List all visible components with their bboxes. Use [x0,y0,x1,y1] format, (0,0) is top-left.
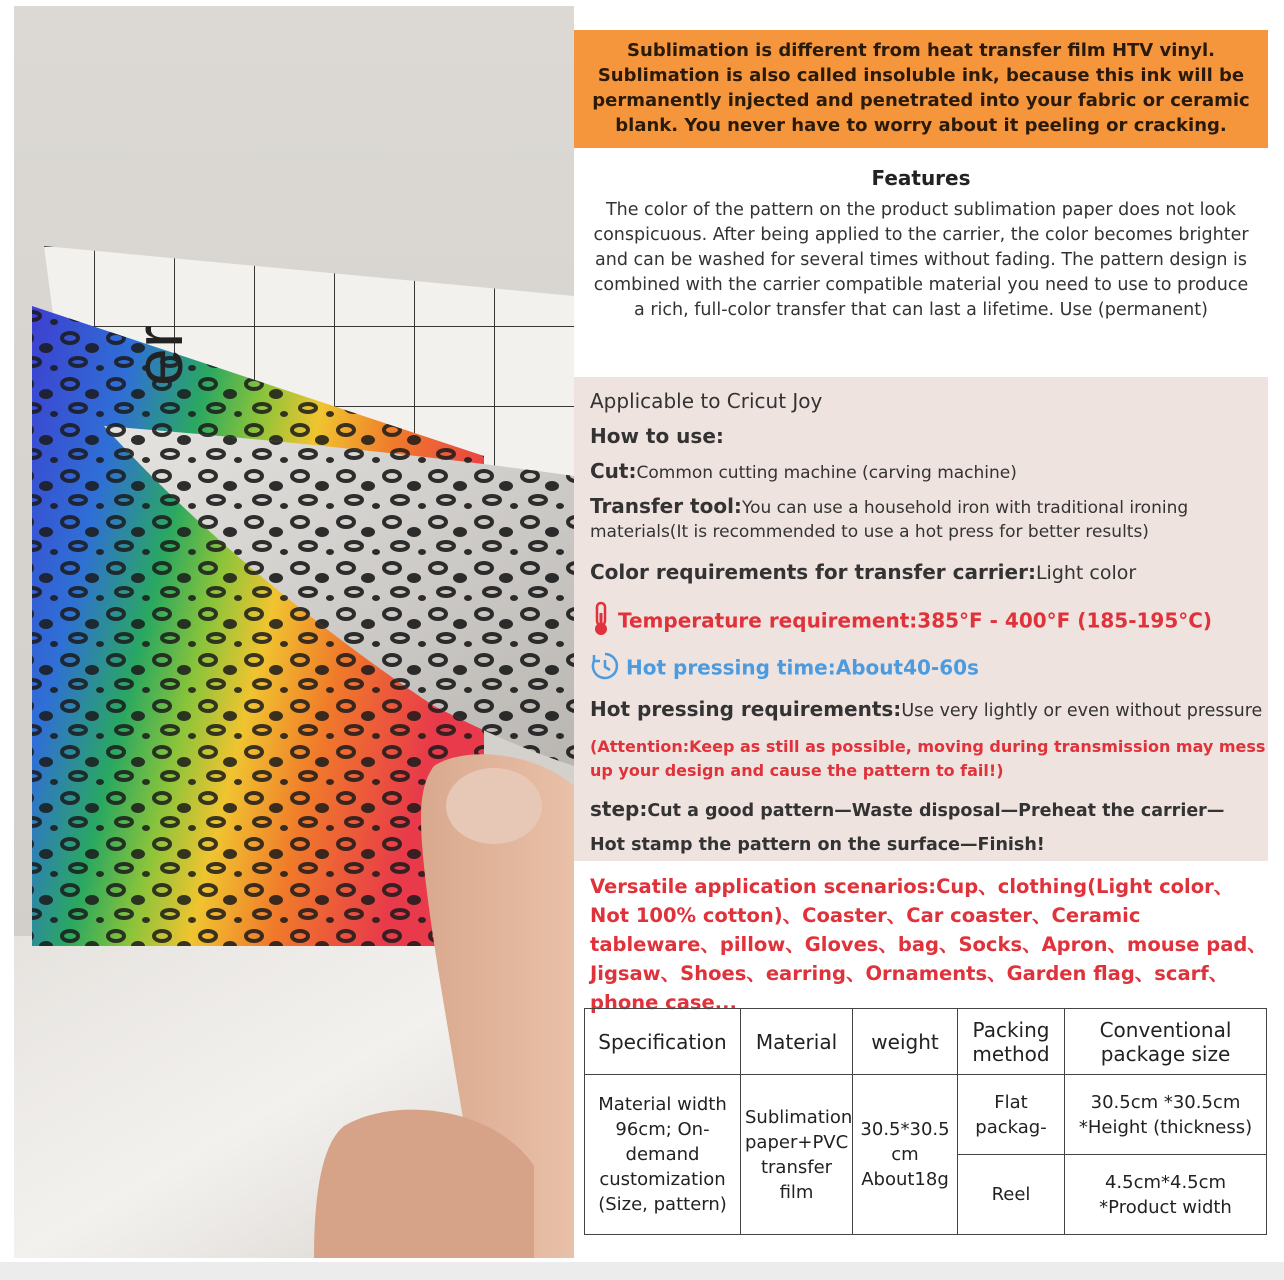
how-to-text: How to use: [590,424,724,448]
tool-value-2: materials(It is recommended to use a hot press for better results) [590,522,1149,542]
step-label: step: [590,797,648,821]
time-label: Hot pressing time: [626,655,836,680]
header-material: Material [741,1009,853,1075]
backing-paper-label: er [121,325,197,386]
features-section [574,150,1268,375]
attention-text-2: up your design and cause the pattern to fail!) [590,761,1004,780]
thermometer-icon [590,601,612,643]
cut-label: Cut: [590,459,637,483]
cell-size-flat: 30.5cm *30.5cm *Height (thickness) [1065,1075,1267,1155]
attention-text-1: (Attention:Keep as still as possible, moving during transmission may mess [590,737,1266,756]
cut-line [590,459,1260,485]
table-row [585,1075,1267,1155]
sublimation-banner [574,30,1268,148]
clock-icon [590,651,620,687]
step-value-1: Cut a good pattern—Waste disposal—Preheat the carrier— [647,801,1225,821]
page-bottom-bar [0,1262,1284,1280]
temperature-value: 385°F - 400°F (185-195°C) [917,608,1213,633]
features-text: The color of the pattern on the product sublimation paper does not look conspicuous. After being applied to the carrier, the color becomes brighter and can be washed for several times without fading. The pattern design is combined with the carrier compatible material you need to use to produce a rich, full-color transfer that can last a lifetime. Use (permanent) [593,200,1249,320]
cell-packing-reel: Reel [958,1155,1065,1235]
header-package-size: Conventional package size [1065,1009,1267,1075]
features-title: Features [871,166,971,190]
product-photo [14,6,574,1258]
color-value: Light color [1035,562,1137,584]
tool-value-1: You can use a household iron with traditional ironing [741,498,1189,518]
photo-illustration [14,6,574,1258]
scenarios-text: Versatile application scenarios:Cup、clothing(Light color、Not 100% cotton)、Coaster、Car coaster、Ceramic tableware、pillow、Gloves、bag、Socks、Apron、mouse pad、Jigsaw、Shoes、earring、Ornaments、Garden flag、scarf、phone case... [590,875,1267,1014]
cell-size-reel: 4.5cm*4.5cm *Product width [1065,1155,1267,1235]
tool-label: Transfer tool: [590,494,742,518]
product-info-column [574,0,1284,1262]
cell-weight: 30.5*30.5 cm About18g [853,1075,958,1235]
tool-line-2 [590,520,1260,544]
pressure-label: Hot pressing requirements: [590,697,902,721]
tool-line [590,494,1260,520]
table-header-row [585,1009,1267,1075]
cell-material: Sublimation paper+PVC transfer film [741,1075,853,1235]
usage-section [574,377,1268,861]
temperature-label: Temperature requirement: [618,608,918,633]
application-scenarios [590,872,1268,1017]
header-packing-method: Packing method [958,1009,1065,1075]
color-line [590,560,1260,585]
pressure-line [590,697,1263,723]
attention-line-2 [590,759,1260,783]
cell-packing-flat: Flat packag- [958,1075,1065,1155]
step-line [590,797,1260,823]
attention-line-1 [590,735,1266,759]
time-value: About40-60s [835,655,979,680]
time-line [590,651,1260,683]
step-value-2: Hot stamp the pattern on the surface—Finish! [590,835,1045,855]
specification-table [584,1008,1267,1235]
step-line-2 [590,833,1260,857]
temperature-line [590,601,1260,637]
pressure-value: Use very lightly or even without pressure [901,701,1263,721]
header-weight: weight [853,1009,958,1075]
cut-value: Common cutting machine (carving machine) [636,463,1017,483]
cell-specification: Material width 96cm; On-demand customization (Size, pattern) [585,1075,741,1235]
banner-text: Sublimation is different from heat transfer film HTV vinyl. Sublimation is also called insoluble ink, because this ink will be permanently injected and penetrated into your fabric or ceramic blank. You never have to worry about it peeling or cracking. [592,40,1250,136]
color-label: Color requirements for transfer carrier: [590,560,1036,584]
applicable-line [590,389,1260,414]
applicable-text: Applicable to Cricut Joy [590,389,823,413]
header-specification: Specification [585,1009,741,1075]
how-to-line [590,424,1260,449]
